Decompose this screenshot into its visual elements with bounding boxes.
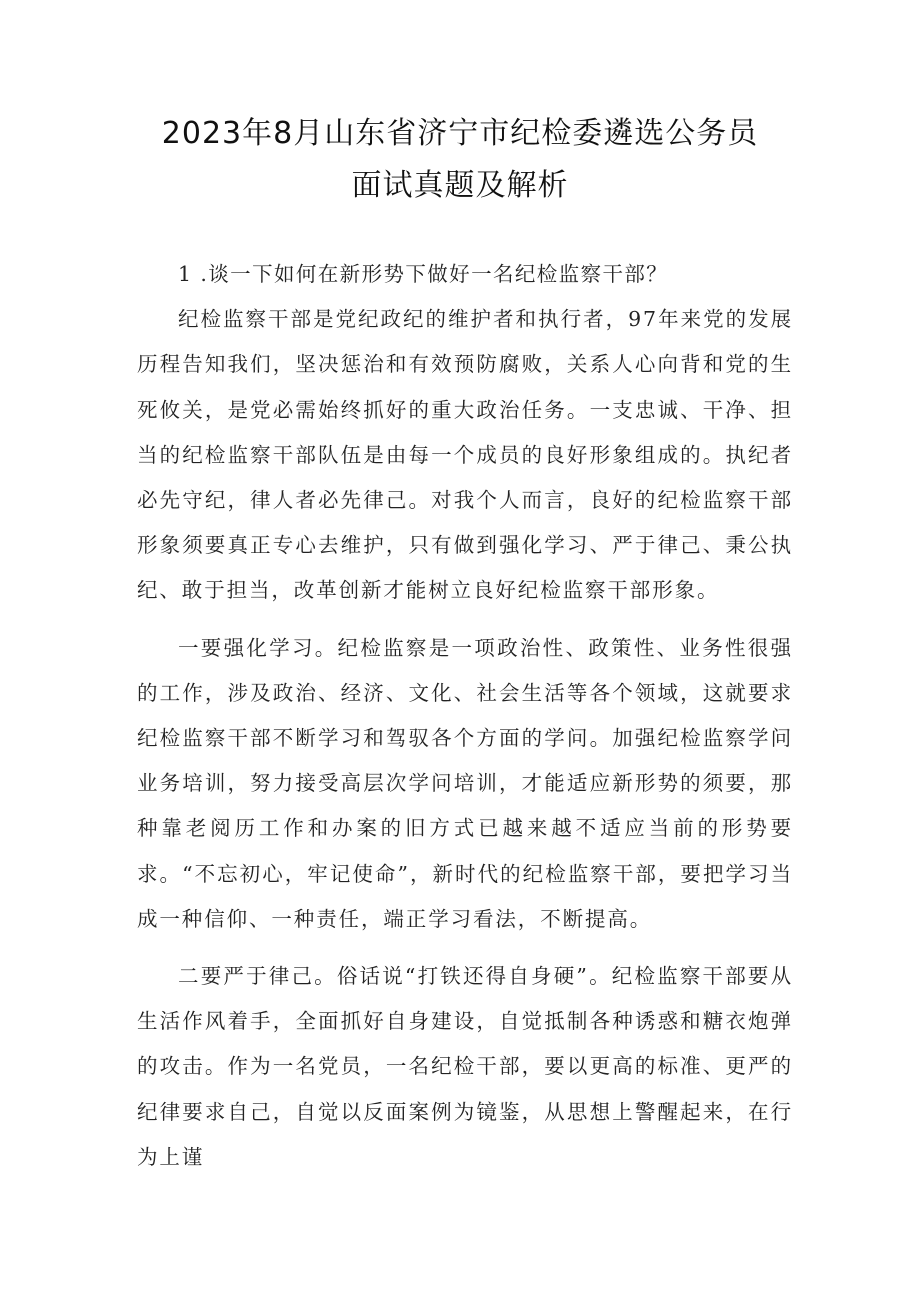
title-line-2: 面试真题及解析 xyxy=(351,168,569,203)
paragraph-intro: 纪检监察干部是党纪政纪的维护者和执行者，97年来党的发展历程告知我们，坚决惩治和有效预防腐败，关系人心向背和党的生死攸关，是党必需始终抓好的重大政治任务。一支忠诚、干净、担当的纪检监察干部队伍是由每一个成员的良好形象组成的。执纪者必先守纪，律人者必先律己。对我个人而言，良好的纪检监察干部形象须要真正专心去维护，只有做到强化学习、严于律己、秉公执纪、敢于担当，改革创新才能树立良好纪检监察干部形象。 xyxy=(137,307,793,603)
paragraph-study: 一要强化学习。纪检监察是一项政治性、政策性、业务性很强的工作，涉及政治、经济、文化、社会生活等各个领域，这就要求纪检监察干部不断学习和驾驭各个方面的学问。加强纪检监察学问业务培训，努力接受高层次学问培训，才能适应新形势的须要，那种靠老阅历工作和办案的旧方式已越来越不适应当前的形势要求。“不忘初心，牢记使命”，新时代的纪检监察干部，要把学习当成一种信仰、一种责任，端正学习看法，不断提高。 xyxy=(137,635,793,931)
document-title xyxy=(100,108,820,212)
title-line-1: 2023年8月山东省济宁市纪检委遴选公务员 xyxy=(161,116,759,151)
document-body xyxy=(137,252,793,1180)
paragraph-self-discipline: 二要严于律己。俗话说“打铁还得自身硬”。纪检监察干部要从生活作风着手，全面抓好自身建设，自觉抵制各种诱惑和糖衣炮弹的攻击。作为一名党员，一名纪检干部，要以更高的标准、更严的纪律要求自己，自觉以反面案例为镜鉴，从思想上警醒起来，在行为上谨 xyxy=(137,964,793,1169)
question-heading: 1 .谈一下如何在新形势下做好一名纪检监察干部？ xyxy=(178,262,669,286)
